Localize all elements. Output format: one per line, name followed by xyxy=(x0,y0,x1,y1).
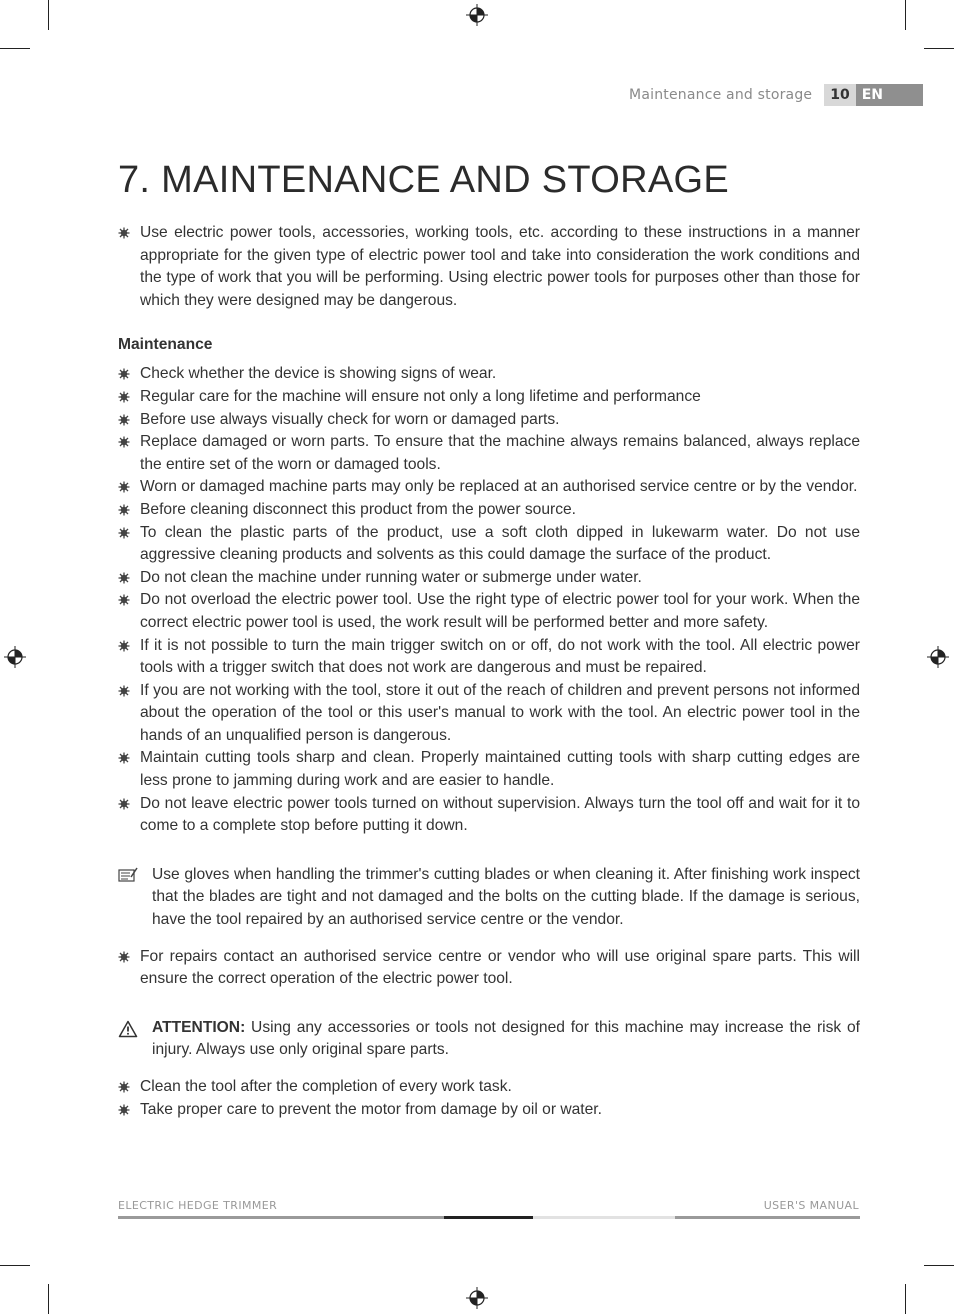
crop-mark xyxy=(905,1284,906,1314)
registration-mark-icon xyxy=(466,1287,488,1309)
list-item-text: Do not overload the electric power tool. Use the right type of electric power tool for your work. When the correct electric power tool is used, the work result will be performed better and more safety. xyxy=(140,591,860,631)
list-item xyxy=(118,747,860,792)
bullet-icon xyxy=(118,414,130,426)
main-content xyxy=(118,158,860,1121)
bullet-icon xyxy=(118,368,130,380)
note-text: Use gloves when handling the trimmer's cutting blades or when cleaning it. After finishing work inspect that the blades are tight and not damaged and the bolts on the cutting blade. If the damage is serious, have the tool repaired by an authorised service centre or the vendor. xyxy=(152,865,860,929)
header-section-name: Maintenance and storage xyxy=(629,87,813,103)
list-item xyxy=(118,499,860,522)
list-item xyxy=(118,386,860,409)
registration-mark-icon xyxy=(927,646,949,668)
footer-bar xyxy=(675,1216,860,1219)
list-item xyxy=(118,476,860,499)
list-item xyxy=(118,363,860,386)
page-title: 7. MAINTENANCE AND STORAGE xyxy=(118,159,729,201)
crop-mark xyxy=(48,1284,49,1314)
final-list xyxy=(118,1076,860,1121)
list-item-text: If it is not possible to turn the main trigger switch on or off, do not work with the tool. All electric power tools with a trigger switch that does not work are dangerous and must be repaired. xyxy=(140,636,860,677)
crop-mark xyxy=(0,48,30,49)
attention-block xyxy=(118,1017,860,1062)
list-item-text: Maintain cutting tools sharp and clean. Properly maintained cutting tools with sharp cutting edges are less prone to jamming during work and are easier to handle. xyxy=(140,749,860,790)
footer-bar xyxy=(444,1216,533,1219)
list-item-text: Clean the tool after the completion of every work task. xyxy=(140,1078,512,1095)
attention-text: Using any accessories or tools not designed for this machine may increase the risk of injury. Always use only original spare parts. xyxy=(152,1018,860,1059)
maintenance-list xyxy=(118,363,860,837)
list-item xyxy=(118,793,860,838)
crop-mark xyxy=(924,1265,954,1266)
list-item xyxy=(118,589,860,634)
bullet-icon xyxy=(118,594,130,606)
list-item xyxy=(118,1099,860,1122)
crop-mark xyxy=(48,0,49,30)
bullet-icon xyxy=(118,798,130,810)
list-item-text: Replace damaged or worn parts. To ensure that the machine always remains balanced, always replace the entire set of the worn or damaged tools. xyxy=(140,433,860,473)
list-item xyxy=(118,946,860,991)
list-item xyxy=(118,567,860,590)
list-item-text: Do not leave electric power tools turned on without supervision. Always turn the tool off and wait for it to come to a complete stop before putting it down. xyxy=(140,794,860,835)
list-item-text: Check whether the device is showing signs of wear. xyxy=(140,365,497,383)
crop-mark xyxy=(924,48,954,49)
bullet-icon xyxy=(118,527,130,539)
list-item-text: If you are not working with the tool, store it out of the reach of children and prevent persons not informed about the operation of the tool or this user's manual to work with the tool. An electric power tool in the hands of an unqualified person is dangerous. xyxy=(140,681,860,744)
list-item xyxy=(118,680,860,748)
bullet-icon xyxy=(118,504,130,516)
list-item xyxy=(118,431,860,476)
list-item-text: Regular care for the machine will ensure not only a long lifetime and performance xyxy=(140,387,701,405)
list-item-text: Do not clean the machine under running water or submerge under water. xyxy=(140,568,642,586)
list-item-text: Take proper care to prevent the motor from damage by oil or water. xyxy=(140,1100,602,1118)
footer-bar xyxy=(118,1216,444,1219)
warning-triangle-icon xyxy=(118,1020,138,1038)
crop-mark xyxy=(0,1265,30,1266)
footer-document-type: USER'S MANUAL xyxy=(763,1199,859,1212)
list-item-text: Before use always visually check for worn or damaged parts. xyxy=(140,410,560,428)
crop-mark xyxy=(905,0,906,30)
bullet-icon xyxy=(118,951,130,963)
list-item xyxy=(118,522,860,567)
list-item xyxy=(118,409,860,432)
list-item xyxy=(118,635,860,680)
header-language: EN xyxy=(856,84,923,106)
registration-mark-icon xyxy=(466,4,488,26)
footer-bar xyxy=(533,1216,675,1219)
page-header xyxy=(629,84,923,106)
bullet-icon xyxy=(118,1081,130,1093)
note-block xyxy=(118,864,860,932)
list-item xyxy=(118,222,860,312)
bullet-icon xyxy=(118,572,130,584)
list-item-text: Before cleaning disconnect this product from the power source. xyxy=(140,500,576,518)
bullet-icon xyxy=(118,685,130,697)
bullet-icon xyxy=(118,640,130,652)
list-item-text: For repairs contact an authorised service centre or vendor who will use original spare parts. This will ensure the correct operation of the electric power tool. xyxy=(140,947,860,988)
footer-product-name: ELECTRIC HEDGE TRIMMER xyxy=(118,1199,278,1212)
list-item-text: To clean the plastic parts of the product, use a soft cloth dipped in lukewarm water. Do not use aggressive cleaning products and solvents as this could damage the surface of the product. xyxy=(140,523,860,564)
intro-list xyxy=(118,222,860,312)
bullet-icon xyxy=(118,391,130,403)
bullet-icon xyxy=(118,752,130,764)
bullet-icon xyxy=(118,227,130,239)
repair-list xyxy=(118,946,860,991)
list-item-text: Worn or damaged machine parts may only be replaced at an authorised service centre or by the vendor. xyxy=(140,478,858,496)
list-item xyxy=(118,1076,860,1099)
list-item-text: Use electric power tools, accessories, working tools, etc. according to these instructions in a manner appropriate for the given type of electric power tool and take into consideration the work conditions and the type of work that you will be performing. Using electric power tools for purposes other than those for which they were designed may be dangerous. xyxy=(140,224,860,309)
header-page-number: 10 xyxy=(824,84,855,106)
note-icon xyxy=(118,867,138,883)
section-heading-maintenance: Maintenance xyxy=(118,336,213,354)
bullet-icon xyxy=(118,436,130,448)
attention-label: ATTENTION: xyxy=(152,1018,246,1036)
bullet-icon xyxy=(118,1104,130,1116)
registration-mark-icon xyxy=(4,646,26,668)
bullet-icon xyxy=(118,481,130,493)
